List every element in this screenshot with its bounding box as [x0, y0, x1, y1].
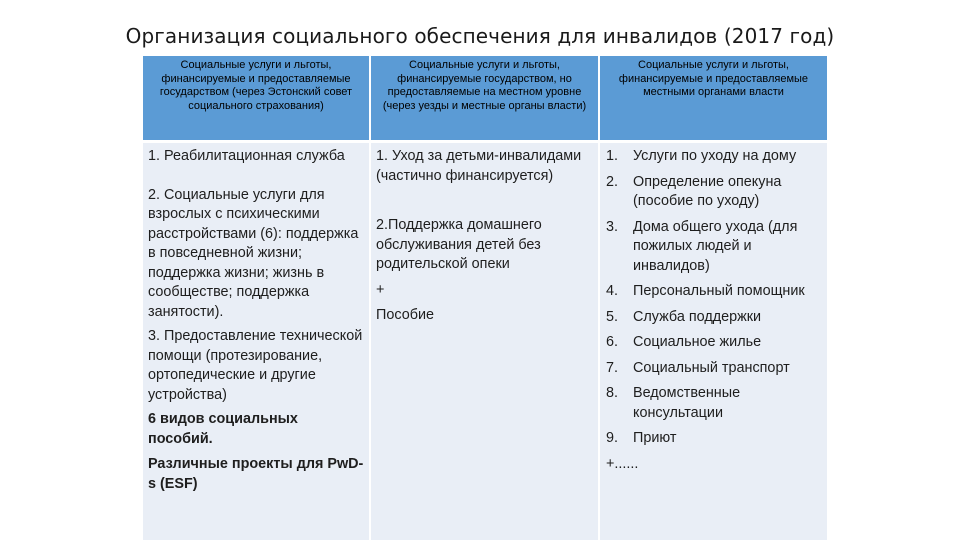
list-item: 4. Персональный помощник [606, 283, 805, 299]
column-divider [598, 56, 600, 540]
column-2-body [371, 140, 598, 540]
services-table [143, 56, 827, 540]
list-tail: +...... [606, 455, 639, 472]
header-separator [143, 140, 827, 143]
list-item: 1. Услуги по уходу на дому [606, 148, 797, 164]
esf-projects: Различные проекты для PwD-s (ESF) [148, 456, 364, 492]
column-divider [369, 56, 371, 540]
column-3-header: Социальные услуги и льготы, финансируемые и предоставляемые местными органами власти [600, 56, 827, 140]
list-item: Пособие [376, 307, 434, 323]
list-item: 2. Определение опекуна (пособие по уходу) [606, 173, 782, 209]
list-item: 5. Служба поддержки [606, 308, 762, 325]
list-item: 9. Приют [606, 430, 677, 446]
page-title: Организация социального обеспечения для инвалидов (2017 год) [125, 24, 835, 48]
list-item: 6. Социальное жилье [606, 334, 762, 350]
list-item: 3. Предоставление технической помощи (протезирование, ортопедические и другие устройства) [148, 328, 363, 403]
list-item: 1. Реабилитационная служба [148, 148, 345, 164]
list-item: + [376, 281, 385, 298]
list-item: 2. Социальные услуги для взрослых с психическими расстройствами (6): поддержка в повседневной жизни; поддержка жизни; жизнь в сообществе; поддержка занятости). [148, 186, 359, 320]
column-1-body [143, 140, 369, 540]
list-item: 7. Социальный транспорт [606, 359, 790, 376]
column-1-header: Социальные услуги и льготы, финансируемые и предоставляемые государством (через Эстонский совет социального страхования) [143, 56, 369, 140]
benefits-count: 6 видов социальных пособий. [148, 411, 298, 447]
column-2-header: Социальные услуги и льготы, финансируемые государством, но предоставляемые на местном уровне (через уезды и местные органы власти) [371, 56, 598, 140]
column-3-body [600, 140, 827, 540]
list-item: 2.Поддержка домашнего обслуживания детей без родительской опеки [376, 217, 542, 272]
list-item: 1. Уход за детьми-инвалидами (частично финансируется) [376, 148, 582, 184]
list-item: 3. Дома общего ухода (для пожилых людей и инвалидов) [606, 218, 798, 274]
list-item: 8. Ведомственные консультации [606, 385, 741, 421]
